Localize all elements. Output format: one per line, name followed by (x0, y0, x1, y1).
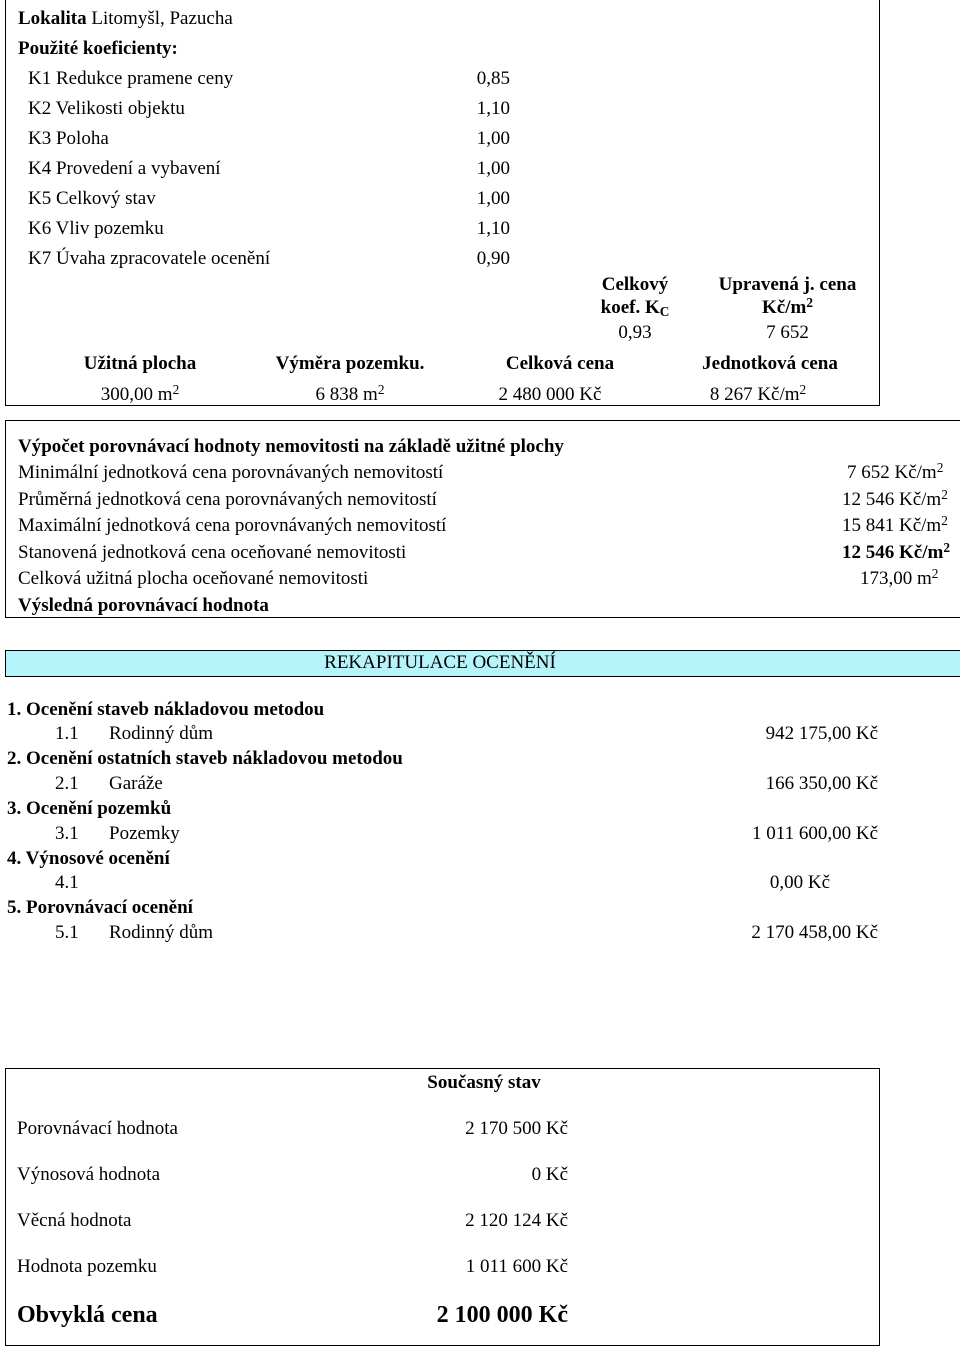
adjusted-price-label-1: Upravená j. cena (718, 274, 857, 295)
land-value: 1 011 600 Kč (465, 1256, 568, 1277)
coefficient-k2-value: 1,10 (476, 98, 510, 119)
total-price-value: 2 480 000 Kč (498, 384, 602, 405)
coefficient-k2-label: K2 Velikosti objektu (28, 98, 185, 119)
recap-section-2-heading: 2. Ocenění ostatních staveb nákladovou metodou (7, 748, 403, 769)
land-area-value: 6 838 $m^2$ (315, 382, 385, 405)
comparison-heading: Výpočet porovnávací hodnoty nemovitosti na základě užitné plochy (18, 436, 564, 457)
recap-section-2-num: 2.1 (55, 773, 79, 794)
recap-section-4-num: 4.1 (55, 872, 79, 893)
total-coef-label-2: koef. $K_C$ (600, 297, 670, 320)
usual-price-label: Obvyklá cena (17, 1302, 158, 1328)
coefficient-k7-value: 0,90 (476, 248, 510, 269)
income-value: 0 Kč (531, 1164, 568, 1185)
recap-section-5-num: 5.1 (55, 922, 79, 943)
unit-price-value: 8 267 $Kč/m^2$ (709, 382, 807, 405)
comparative-value: 2 170 500 Kč (465, 1118, 568, 1139)
coefficient-k6-value: 1,10 (476, 218, 510, 239)
avg-unit-price-label: Průměrná jednotková cena porovnávaných nemovitostí (18, 489, 437, 510)
recap-section-2-value: 166 350,00 Kč (765, 773, 878, 794)
comparison-result-label: Výsledná porovnávací hodnota (18, 595, 269, 616)
locality-value: Litomyšl, Pazucha (91, 8, 233, 29)
header-unit-price: Jednotková cena (702, 353, 838, 374)
coefficient-k3-label: K3 Poloha (28, 128, 109, 149)
recap-section-1-name: Rodinný dům (109, 723, 213, 744)
coefficient-k7-label: K7 Úvaha zpracovatele ocenění (28, 248, 271, 269)
recap-section-3-name: Pozemky (109, 823, 180, 844)
header-land-area: Výměra pozemku. (275, 353, 425, 374)
income-value-label: Výnosová hodnota (17, 1164, 161, 1185)
adjusted-price-label-2: $Kč/m^2$ (762, 295, 813, 318)
total-usable-area-label: Celková užitná plocha oceňované nemovitosti (18, 568, 369, 589)
recap-section-3-num: 3.1 (55, 823, 79, 844)
material-value: 2 120 124 Kč (465, 1210, 568, 1231)
land-value-label: Hodnota pozemku (17, 1256, 157, 1277)
material-value-label: Věcná hodnota (17, 1210, 132, 1231)
coefficient-k5-value: 1,00 (476, 188, 510, 209)
coefficients-heading: Použité koeficienty: (18, 38, 178, 59)
coefficient-k6-label: K6 Vliv pozemku (28, 218, 164, 239)
coefficient-k4-value: 1,00 (476, 158, 510, 179)
locality-label: Lokalita (18, 8, 87, 29)
usable-area-value: 300,00 $m^2$ (100, 382, 180, 405)
recap-section-1-heading: 1. Ocenění staveb nákladovou metodou (7, 699, 325, 720)
recap-section-3-heading: 3. Ocenění pozemků (7, 798, 172, 819)
comparative-value-label: Porovnávací hodnota (17, 1118, 178, 1139)
recap-section-1-value: 942 175,00 Kč (765, 723, 878, 744)
coefficient-k1-value: 0,85 (476, 68, 510, 89)
recap-section-5-name: Rodinný dům (109, 922, 213, 943)
total-coef-value: 0,93 (618, 322, 652, 343)
total-coef-label-1: Celkový (601, 274, 669, 295)
recap-section-1-num: 1.1 (55, 723, 79, 744)
min-unit-price-label: Minimální jednotková cena porovnávaných nemovitostí (18, 462, 444, 483)
avg-unit-price-value: 12 546 $Kč/m^2$ (842, 487, 948, 510)
header-usable-area: Užitná plocha (83, 353, 197, 374)
locality-line (18, 9, 233, 28)
coefficient-k5-label: K5 Celkový stav (28, 188, 156, 209)
total-usable-area-value: 173,00 $m^2$ (860, 566, 939, 589)
adjusted-price-value: 7 652 (766, 322, 809, 343)
recap-section-3-value: 1 011 600,00 Kč (752, 823, 878, 844)
recap-section-5-value: 2 170 458,00 Kč (751, 922, 878, 943)
coefficient-k4-label: K4 Provedení a vybavení (28, 158, 221, 179)
final-column-header: Současný stav (427, 1072, 541, 1093)
set-unit-price-value: 12 546 $Kč/m^2$ (842, 540, 950, 563)
coefficient-k3-value: 1,00 (476, 128, 510, 149)
usual-price-value: 2 100 000 Kč (436, 1302, 568, 1328)
header-total-price: Celková cena (505, 353, 615, 374)
max-unit-price-value: 15 841 $Kč/m^2$ (842, 513, 948, 536)
recap-section-4-heading: 4. Výnosové ocenění (7, 848, 170, 869)
min-unit-price-value: 7 652 $Kč/m^2$ (847, 460, 944, 483)
recap-section-5-heading: 5. Porovnávací ocenění (7, 897, 193, 918)
set-unit-price-label: Stanovená jednotková cena oceňované nemovitosti (18, 542, 407, 563)
recap-section-4-value: 0,00 Kč (769, 872, 830, 893)
recap-title: REKAPITULACE OCENĚNÍ (324, 652, 556, 673)
coefficient-k1-label: K1 Redukce pramene ceny (28, 68, 234, 89)
recap-section-2-name: Garáže (109, 773, 163, 794)
max-unit-price-label: Maximální jednotková cena porovnávaných nemovitostí (18, 515, 447, 536)
